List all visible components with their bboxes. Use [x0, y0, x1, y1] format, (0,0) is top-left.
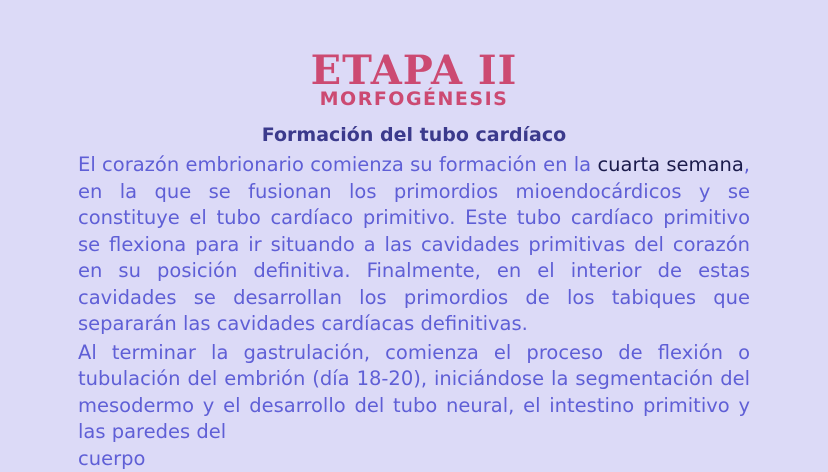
- paragraph-two-last-line: cuerpo: [78, 446, 146, 470]
- paragraph-two-text: Al terminar la gastrulación, comienza el proceso de flexión o tubulación del embrión (día 18-20), iniciándose la segmentación del mesodermo y el desarrollo del tubo neural, el intestino primitivo y las paredes del: [78, 340, 750, 444]
- paragraph-one-lead: El corazón embrionario comienza su formación en la: [78, 153, 598, 176]
- title-block: [78, 47, 750, 110]
- paragraph-one-rest: , en la que se fusionan los primordios mioendocárdicos y se constituye el tubo cardíaco primitivo. Este tubo cardíaco primitivo se flexiona para ir situando a las cavidades primitivas del corazón en su posición definitiva. Finalmente, en el interior de estas cavidades se desarrollan los primordios de los tabiques que separarán las cavidades cardíacas definitivas.: [78, 153, 750, 336]
- paragraph-one-emphasis: cuarta semana: [597, 153, 744, 176]
- page-title: ETAPA II: [310, 47, 518, 94]
- paragraph-two: [78, 340, 750, 446]
- paragraph-one: [78, 152, 750, 338]
- section-heading: Formación del tubo cardíaco: [261, 124, 567, 146]
- page-subtitle: MORFOGÉNESIS: [319, 88, 509, 110]
